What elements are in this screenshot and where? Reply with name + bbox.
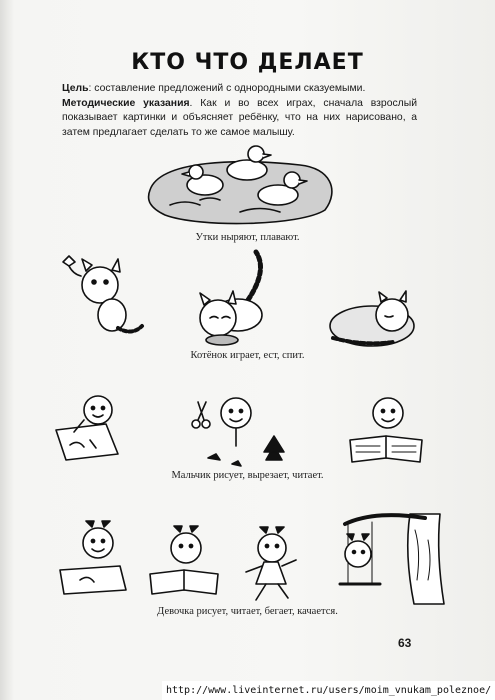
ducks-pond-icon bbox=[149, 146, 332, 224]
girl-reading-icon bbox=[150, 526, 218, 594]
girl-running-icon bbox=[246, 527, 296, 600]
girl-swinging-icon bbox=[340, 514, 444, 604]
boy-reading-icon bbox=[350, 398, 422, 462]
goal-label: Цель bbox=[62, 83, 89, 94]
girl-drawing-icon bbox=[60, 521, 126, 594]
kitten-playing-icon bbox=[63, 256, 142, 332]
caption-boy: Мальчик рисует, вырезает, читает. bbox=[171, 470, 324, 481]
boy-cutting-icon bbox=[192, 398, 284, 466]
footer-url: http://www.liveinternet.ru/users/moim_vnukam_poleznoe/ bbox=[162, 681, 495, 700]
kitten-sleeping-icon bbox=[330, 291, 414, 346]
goal-text: : составление предложений с однородными сказуемыми. bbox=[88, 83, 366, 94]
page-number: 63 bbox=[398, 636, 412, 650]
caption-girl: Девочка рисует, читает, бегает, качается. bbox=[157, 606, 338, 617]
boy-drawing-icon bbox=[56, 396, 118, 460]
caption-ducks: Утки ныряют, плавают. bbox=[195, 232, 300, 243]
method-text: . Как и во всех играх, сначала взрослый показывает картинки и объясняет ребёнку, что на них нарисовано, а затем предлагает сделать то же самое малышу. bbox=[62, 97, 417, 138]
caption-kitten: Котёнок играет, ест, спит. bbox=[190, 350, 305, 361]
method-label: Методические указания bbox=[62, 97, 190, 109]
page-title: КТО ЧТО ДЕЛАЕТ bbox=[131, 50, 364, 75]
kitten-eating-icon bbox=[200, 252, 262, 345]
